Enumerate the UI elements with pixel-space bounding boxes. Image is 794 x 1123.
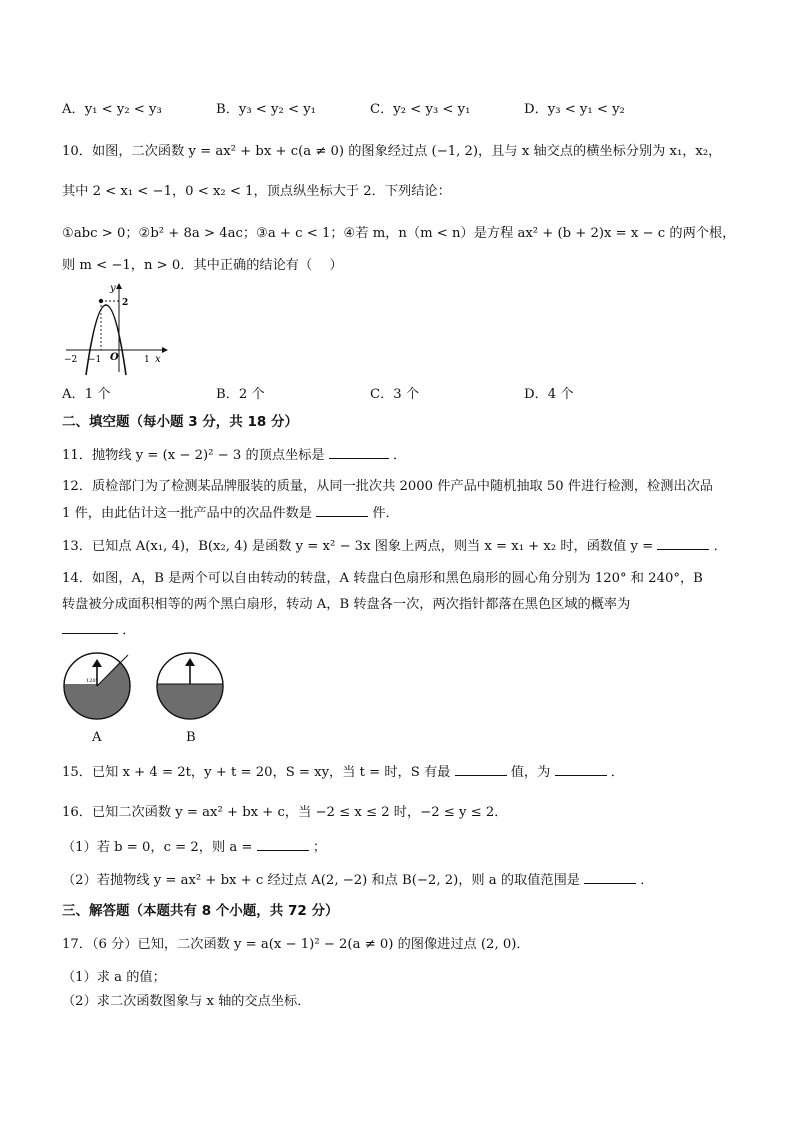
q16-answer-blank-2[interactable] — [584, 870, 636, 884]
section-2-title: 二、填空题（每小题 3 分，共 18 分） — [62, 414, 298, 430]
q16-sub-1 — [62, 837, 326, 857]
y-axis-label: y — [110, 283, 116, 294]
q10-line-4: 则 m < −1，n > 0．其中正确的结论有（ ） — [62, 258, 343, 273]
q16-sub-1-text: （1）若 b = 0，c = 2，则 a = — [62, 840, 253, 855]
q10-line-2: 其中 2 < x₁ < −1，0 < x₂ < 1，顶点纵坐标大于 2．下列结论： — [62, 184, 451, 199]
q12-text: 1 件，由此估计这一批产品中的次品件数是 — [62, 506, 312, 521]
q11 — [62, 445, 406, 465]
q13-text-end: ． — [713, 539, 727, 554]
q17-line-1: 17．（6 分）已知，二次函数 y = a(x − 1)² − 2(a ≠ 0) 的图像进过点 (2, 0)． — [62, 937, 530, 952]
q14-line-1: 14．如图，A，B 是两个可以自由转动的转盘，A 转盘白色扇形和黑色扇形的圆心角分别为 120° 和 240°，B — [62, 571, 703, 586]
q16-answer-blank-1[interactable] — [257, 837, 309, 851]
q10-line-1: 10．如图，二次函数 y = ax² + bx + c(a ≠ 0) 的图象经过点 (−1, 2)，且与 x 轴交点的横坐标分别为 x₁，x₂， — [62, 144, 722, 159]
spinner-b-label: B — [186, 730, 196, 745]
q10-option-d: D．4 个 — [524, 387, 574, 402]
q15 — [62, 762, 624, 782]
q11-text: 11．抛物线 y = (x − 2)² − 3 的顶点坐标是 — [62, 448, 325, 463]
q13 — [62, 536, 727, 556]
spinner-a-angle-label: 120° — [86, 678, 99, 684]
q17-sub-2: （2）求二次函数图象与 x 轴的交点坐标． — [62, 994, 311, 1009]
q15-answer-blank-2[interactable] — [555, 762, 607, 776]
tick-label-neg2: −2 — [64, 355, 78, 365]
q9-option-b: B．y₃ < y₂ < y₁ — [216, 102, 316, 117]
q10-parabola-graph — [62, 280, 172, 380]
x-axis-label: x — [155, 354, 161, 365]
q16-sub-2-text: （2）若抛物线 y = ax² + bx + c 经过点 A(2, −2) 和点 B(−2, 2)，则 a 的取值范围是 — [62, 873, 580, 888]
q9-option-c: C．y₂ < y₃ < y₁ — [370, 102, 471, 117]
origin-label: O — [110, 352, 119, 363]
y-axis-arrow-icon — [116, 283, 122, 289]
q10-option-a: A．1 个 — [62, 387, 111, 402]
q17-sub-1: （1）求 a 的值； — [62, 970, 166, 985]
q10-option-b: B．2 个 — [216, 387, 265, 402]
q16-sub-2 — [62, 870, 654, 890]
q13-answer-blank[interactable] — [657, 536, 709, 550]
q11-text-end: ． — [393, 448, 407, 463]
q15-text-end: ． — [610, 765, 624, 780]
q15-text-2: 值，为 — [510, 765, 551, 780]
point-neg1-2 — [99, 299, 103, 303]
tick-label-1: 1 — [144, 355, 150, 365]
spinner-a-label: A — [92, 730, 102, 745]
section-3-title: 三、解答题（本题共有 8 个小题，共 72 分） — [62, 903, 339, 919]
q12-text-end: 件． — [372, 506, 399, 521]
q10-line-3: ①abc > 0；②b² + 8a > 4ac；③a + c < 1；④若 m，n（m < n）是方程 ax² + (b + 2)x = x − c 的两个根， — [62, 226, 736, 241]
q11-answer-blank[interactable] — [329, 445, 389, 459]
q16-sub-2-end: ． — [640, 873, 654, 888]
x-axis-arrow-icon — [162, 347, 168, 353]
q14-answer-blank[interactable] — [62, 620, 118, 634]
q16-sub-1-end: ； — [312, 840, 327, 855]
q10-option-c: C．3 个 — [370, 387, 420, 402]
spinner-b-black-half — [155, 684, 225, 721]
q15-text-1: 15．已知 x + 4 = 2t，y + t = 20，S = xy，当 t = 时，S 有最 — [62, 765, 451, 780]
q14-line-2: 转盘被分成面积相等的两个黑白扇形，转动 A，B 转盘各一次，两次指针都落在黑色区域的概率为 — [62, 597, 631, 612]
q13-text: 13．已知点 A(x₁, 4)，B(x₂, 4) 是函数 y = x² − 3x 图象上两点，则当 x = x₁ + x₂ 时，函数值 y = — [62, 539, 654, 554]
q14-text-end: ． — [122, 623, 136, 638]
q15-answer-blank-1[interactable] — [455, 762, 507, 776]
spinner-b — [155, 651, 225, 721]
q12-line-1: 12．质检部门为了检测某品牌服装的质量，从同一批次共 2000 件产品中随机抽取 50 件进行检测，检测出次品 — [62, 479, 713, 494]
q12-answer-blank[interactable] — [316, 503, 368, 517]
q9-option-a: A．y₁ < y₂ < y₃ — [62, 102, 162, 117]
tick-label-2: 2 — [122, 298, 129, 308]
q9-option-d: D．y₃ < y₁ < y₂ — [524, 102, 625, 117]
q16-line-1: 16．已知二次函数 y = ax² + bx + c，当 −2 ≤ x ≤ 2 时，−2 ≤ y ≤ 2． — [62, 805, 508, 820]
tick-label-neg1: −1 — [88, 355, 102, 365]
spinner-a — [62, 651, 132, 721]
q14-line-3 — [62, 620, 135, 640]
q12-line-2 — [62, 503, 399, 523]
